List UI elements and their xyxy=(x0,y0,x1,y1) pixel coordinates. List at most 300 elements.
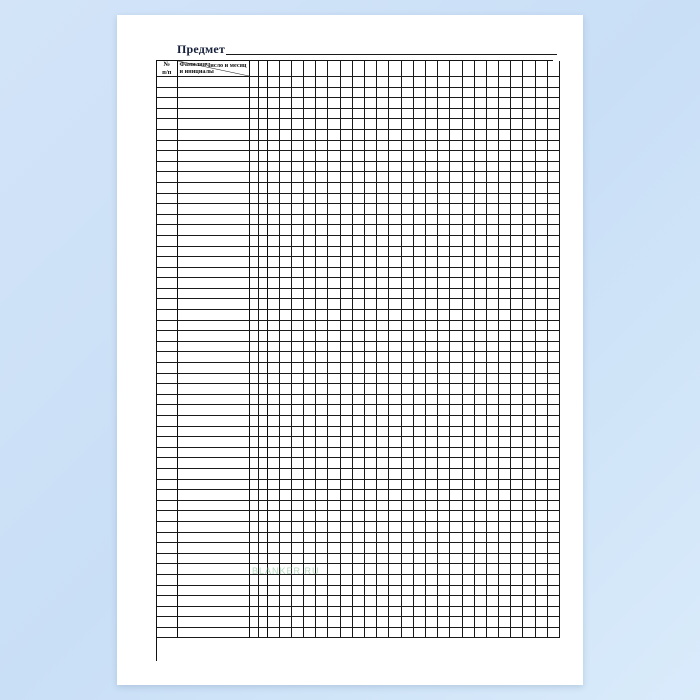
cell-day-9[interactable] xyxy=(365,627,377,638)
cell-day-11[interactable] xyxy=(389,437,401,448)
cell-day-18[interactable] xyxy=(474,225,486,236)
cell-day-14[interactable] xyxy=(425,310,437,321)
cell-day-4[interactable] xyxy=(304,267,316,278)
cell-day-13[interactable] xyxy=(413,288,425,299)
cell-day-19[interactable] xyxy=(486,278,498,289)
cell-day-4[interactable] xyxy=(304,479,316,490)
cell-day-17[interactable] xyxy=(462,257,474,268)
cell-day-8[interactable] xyxy=(352,574,364,585)
cell-day-11[interactable] xyxy=(389,617,401,628)
cell-row-number[interactable] xyxy=(157,627,177,638)
cell-day-15[interactable] xyxy=(438,119,450,130)
cell-day-7[interactable] xyxy=(340,341,352,352)
cell-day-21[interactable] xyxy=(511,553,523,564)
cell-day-2[interactable] xyxy=(279,267,291,278)
cell-day-18[interactable] xyxy=(474,331,486,342)
cell-spacer-1[interactable] xyxy=(249,373,258,384)
cell-day-2[interactable] xyxy=(279,458,291,469)
cell-day-21[interactable] xyxy=(511,129,523,140)
cell-day-10[interactable] xyxy=(377,458,389,469)
cell-spacer-2[interactable] xyxy=(258,119,267,130)
cell-day-9[interactable] xyxy=(365,352,377,363)
cell-day-15[interactable] xyxy=(438,129,450,140)
cell-spacer-2[interactable] xyxy=(258,204,267,215)
cell-day-13[interactable] xyxy=(413,246,425,257)
cell-day-5[interactable] xyxy=(316,119,328,130)
cell-day-14[interactable] xyxy=(425,373,437,384)
cell-day-1[interactable] xyxy=(267,151,279,162)
cell-day-24[interactable] xyxy=(547,553,559,564)
cell-day-14[interactable] xyxy=(425,426,437,437)
cell-day-4[interactable] xyxy=(304,214,316,225)
cell-day-1[interactable] xyxy=(267,341,279,352)
cell-day-10[interactable] xyxy=(377,352,389,363)
cell-day-3[interactable] xyxy=(291,341,303,352)
cell-day-17[interactable] xyxy=(462,87,474,98)
cell-row-number[interactable] xyxy=(157,214,177,225)
cell-day-14[interactable] xyxy=(425,278,437,289)
cell-day-19[interactable] xyxy=(486,543,498,554)
cell-day-2[interactable] xyxy=(279,437,291,448)
cell-day-17[interactable] xyxy=(462,596,474,607)
cell-day-11[interactable] xyxy=(389,98,401,109)
cell-spacer-2[interactable] xyxy=(258,405,267,416)
cell-day-5[interactable] xyxy=(316,416,328,427)
cell-day-1[interactable] xyxy=(267,225,279,236)
cell-student-name[interactable] xyxy=(177,532,249,543)
cell-day-7[interactable] xyxy=(340,182,352,193)
cell-day-14[interactable] xyxy=(425,606,437,617)
cell-row-number[interactable] xyxy=(157,235,177,246)
cell-day-12[interactable] xyxy=(401,468,413,479)
cell-day-4[interactable] xyxy=(304,299,316,310)
cell-day-14[interactable] xyxy=(425,468,437,479)
cell-spacer-2[interactable] xyxy=(258,310,267,321)
cell-day-3[interactable] xyxy=(291,98,303,109)
cell-day-13[interactable] xyxy=(413,352,425,363)
cell-day-19[interactable] xyxy=(486,447,498,458)
cell-day-1[interactable] xyxy=(267,543,279,554)
cell-day-12[interactable] xyxy=(401,352,413,363)
cell-day-13[interactable] xyxy=(413,161,425,172)
cell-spacer-2[interactable] xyxy=(258,553,267,564)
cell-day-22[interactable] xyxy=(523,394,535,405)
cell-day-19[interactable] xyxy=(486,288,498,299)
cell-day-6[interactable] xyxy=(328,119,340,130)
cell-day-14[interactable] xyxy=(425,151,437,162)
cell-day-2[interactable] xyxy=(279,384,291,395)
cell-day-11[interactable] xyxy=(389,140,401,151)
cell-day-14[interactable] xyxy=(425,204,437,215)
cell-day-11[interactable] xyxy=(389,532,401,543)
cell-day-7[interactable] xyxy=(340,331,352,342)
cell-day-12[interactable] xyxy=(401,225,413,236)
cell-row-number[interactable] xyxy=(157,585,177,596)
cell-day-20[interactable] xyxy=(499,278,511,289)
cell-day-16[interactable] xyxy=(450,574,462,585)
cell-day-1[interactable] xyxy=(267,246,279,257)
cell-day-2[interactable] xyxy=(279,182,291,193)
cell-day-17[interactable] xyxy=(462,235,474,246)
cell-day-10[interactable] xyxy=(377,627,389,638)
cell-day-10[interactable] xyxy=(377,384,389,395)
cell-day-4[interactable] xyxy=(304,161,316,172)
cell-day-4[interactable] xyxy=(304,617,316,628)
cell-day-16[interactable] xyxy=(450,246,462,257)
cell-spacer-2[interactable] xyxy=(258,479,267,490)
cell-day-22[interactable] xyxy=(523,77,535,88)
cell-day-8[interactable] xyxy=(352,606,364,617)
cell-day-9[interactable] xyxy=(365,532,377,543)
cell-day-1[interactable] xyxy=(267,108,279,119)
cell-spacer-1[interactable] xyxy=(249,532,258,543)
cell-day-4[interactable] xyxy=(304,405,316,416)
cell-day-9[interactable] xyxy=(365,246,377,257)
cell-day-18[interactable] xyxy=(474,140,486,151)
cell-day-16[interactable] xyxy=(450,363,462,374)
cell-day-10[interactable] xyxy=(377,553,389,564)
cell-day-4[interactable] xyxy=(304,543,316,554)
cell-student-name[interactable] xyxy=(177,108,249,119)
cell-day-4[interactable] xyxy=(304,119,316,130)
cell-day-6[interactable] xyxy=(328,521,340,532)
cell-row-number[interactable] xyxy=(157,108,177,119)
cell-day-1[interactable] xyxy=(267,468,279,479)
cell-day-2[interactable] xyxy=(279,119,291,130)
cell-spacer-1[interactable] xyxy=(249,235,258,246)
cell-day-5[interactable] xyxy=(316,373,328,384)
cell-day-24[interactable] xyxy=(547,426,559,437)
cell-day-21[interactable] xyxy=(511,617,523,628)
cell-day-20[interactable] xyxy=(499,553,511,564)
cell-day-3[interactable] xyxy=(291,606,303,617)
cell-day-7[interactable] xyxy=(340,352,352,363)
cell-day-5[interactable] xyxy=(316,627,328,638)
cell-day-3[interactable] xyxy=(291,416,303,427)
cell-day-12[interactable] xyxy=(401,246,413,257)
cell-day-15[interactable] xyxy=(438,214,450,225)
cell-day-7[interactable] xyxy=(340,627,352,638)
cell-day-5[interactable] xyxy=(316,458,328,469)
cell-day-23[interactable] xyxy=(535,606,547,617)
cell-student-name[interactable] xyxy=(177,585,249,596)
cell-day-18[interactable] xyxy=(474,394,486,405)
cell-day-11[interactable] xyxy=(389,108,401,119)
cell-day-19[interactable] xyxy=(486,363,498,374)
cell-day-16[interactable] xyxy=(450,331,462,342)
cell-day-14[interactable] xyxy=(425,341,437,352)
cell-day-8[interactable] xyxy=(352,468,364,479)
cell-day-4[interactable] xyxy=(304,129,316,140)
cell-day-21[interactable] xyxy=(511,426,523,437)
cell-day-16[interactable] xyxy=(450,108,462,119)
cell-day-4[interactable] xyxy=(304,564,316,575)
cell-day-3[interactable] xyxy=(291,553,303,564)
cell-day-13[interactable] xyxy=(413,553,425,564)
cell-day-22[interactable] xyxy=(523,331,535,342)
cell-day-12[interactable] xyxy=(401,553,413,564)
cell-day-1[interactable] xyxy=(267,161,279,172)
cell-day-4[interactable] xyxy=(304,331,316,342)
cell-day-19[interactable] xyxy=(486,331,498,342)
cell-day-23[interactable] xyxy=(535,77,547,88)
cell-day-15[interactable] xyxy=(438,151,450,162)
cell-day-17[interactable] xyxy=(462,479,474,490)
cell-day-6[interactable] xyxy=(328,140,340,151)
cell-day-18[interactable] xyxy=(474,161,486,172)
cell-row-number[interactable] xyxy=(157,98,177,109)
cell-day-20[interactable] xyxy=(499,458,511,469)
cell-day-23[interactable] xyxy=(535,352,547,363)
cell-day-8[interactable] xyxy=(352,394,364,405)
cell-day-17[interactable] xyxy=(462,310,474,321)
cell-day-7[interactable] xyxy=(340,416,352,427)
cell-day-4[interactable] xyxy=(304,373,316,384)
cell-day-3[interactable] xyxy=(291,140,303,151)
cell-day-17[interactable] xyxy=(462,129,474,140)
cell-day-16[interactable] xyxy=(450,151,462,162)
cell-day-1[interactable] xyxy=(267,405,279,416)
cell-day-8[interactable] xyxy=(352,98,364,109)
cell-day-3[interactable] xyxy=(291,257,303,268)
cell-day-3[interactable] xyxy=(291,87,303,98)
cell-day-12[interactable] xyxy=(401,384,413,395)
cell-day-22[interactable] xyxy=(523,521,535,532)
cell-day-2[interactable] xyxy=(279,426,291,437)
cell-day-23[interactable] xyxy=(535,140,547,151)
cell-spacer-1[interactable] xyxy=(249,416,258,427)
cell-spacer-1[interactable] xyxy=(249,193,258,204)
cell-day-3[interactable] xyxy=(291,543,303,554)
cell-day-24[interactable] xyxy=(547,596,559,607)
cell-day-19[interactable] xyxy=(486,77,498,88)
cell-spacer-2[interactable] xyxy=(258,468,267,479)
cell-day-9[interactable] xyxy=(365,331,377,342)
cell-spacer-1[interactable] xyxy=(249,468,258,479)
cell-day-23[interactable] xyxy=(535,331,547,342)
cell-student-name[interactable] xyxy=(177,447,249,458)
cell-day-17[interactable] xyxy=(462,341,474,352)
cell-day-4[interactable] xyxy=(304,257,316,268)
cell-day-24[interactable] xyxy=(547,574,559,585)
cell-day-12[interactable] xyxy=(401,596,413,607)
cell-day-14[interactable] xyxy=(425,511,437,522)
cell-day-5[interactable] xyxy=(316,182,328,193)
cell-day-6[interactable] xyxy=(328,416,340,427)
cell-day-4[interactable] xyxy=(304,77,316,88)
cell-day-1[interactable] xyxy=(267,310,279,321)
cell-day-20[interactable] xyxy=(499,490,511,501)
cell-day-2[interactable] xyxy=(279,151,291,162)
cell-day-21[interactable] xyxy=(511,627,523,638)
cell-day-13[interactable] xyxy=(413,151,425,162)
cell-student-name[interactable] xyxy=(177,204,249,215)
cell-day-15[interactable] xyxy=(438,320,450,331)
cell-day-15[interactable] xyxy=(438,310,450,321)
cell-day-10[interactable] xyxy=(377,172,389,183)
cell-day-3[interactable] xyxy=(291,384,303,395)
cell-day-17[interactable] xyxy=(462,172,474,183)
cell-day-18[interactable] xyxy=(474,384,486,395)
cell-day-22[interactable] xyxy=(523,98,535,109)
cell-day-19[interactable] xyxy=(486,500,498,511)
cell-day-3[interactable] xyxy=(291,426,303,437)
cell-day-16[interactable] xyxy=(450,596,462,607)
cell-day-5[interactable] xyxy=(316,490,328,501)
cell-day-13[interactable] xyxy=(413,543,425,554)
cell-day-20[interactable] xyxy=(499,574,511,585)
cell-day-16[interactable] xyxy=(450,373,462,384)
cell-day-12[interactable] xyxy=(401,331,413,342)
cell-spacer-1[interactable] xyxy=(249,521,258,532)
cell-day-9[interactable] xyxy=(365,98,377,109)
cell-day-13[interactable] xyxy=(413,108,425,119)
cell-day-18[interactable] xyxy=(474,129,486,140)
cell-day-5[interactable] xyxy=(316,299,328,310)
cell-day-8[interactable] xyxy=(352,129,364,140)
cell-day-2[interactable] xyxy=(279,532,291,543)
cell-day-22[interactable] xyxy=(523,87,535,98)
cell-day-5[interactable] xyxy=(316,447,328,458)
cell-row-number[interactable] xyxy=(157,373,177,384)
cell-day-20[interactable] xyxy=(499,331,511,342)
cell-day-18[interactable] xyxy=(474,77,486,88)
cell-day-16[interactable] xyxy=(450,384,462,395)
cell-day-2[interactable] xyxy=(279,235,291,246)
cell-day-6[interactable] xyxy=(328,341,340,352)
cell-day-6[interactable] xyxy=(328,87,340,98)
cell-day-11[interactable] xyxy=(389,490,401,501)
cell-student-name[interactable] xyxy=(177,479,249,490)
cell-day-17[interactable] xyxy=(462,426,474,437)
cell-day-12[interactable] xyxy=(401,288,413,299)
cell-student-name[interactable] xyxy=(177,394,249,405)
cell-spacer-1[interactable] xyxy=(249,511,258,522)
cell-day-24[interactable] xyxy=(547,140,559,151)
cell-day-21[interactable] xyxy=(511,119,523,130)
cell-day-1[interactable] xyxy=(267,129,279,140)
cell-day-20[interactable] xyxy=(499,479,511,490)
cell-day-2[interactable] xyxy=(279,214,291,225)
cell-day-12[interactable] xyxy=(401,129,413,140)
cell-day-1[interactable] xyxy=(267,596,279,607)
cell-day-18[interactable] xyxy=(474,288,486,299)
cell-day-5[interactable] xyxy=(316,288,328,299)
cell-spacer-1[interactable] xyxy=(249,140,258,151)
cell-day-7[interactable] xyxy=(340,214,352,225)
cell-day-4[interactable] xyxy=(304,437,316,448)
cell-day-17[interactable] xyxy=(462,161,474,172)
cell-day-8[interactable] xyxy=(352,373,364,384)
cell-day-24[interactable] xyxy=(547,490,559,501)
cell-day-13[interactable] xyxy=(413,500,425,511)
cell-day-12[interactable] xyxy=(401,521,413,532)
cell-day-3[interactable] xyxy=(291,193,303,204)
cell-day-11[interactable] xyxy=(389,225,401,236)
cell-day-22[interactable] xyxy=(523,458,535,469)
cell-day-1[interactable] xyxy=(267,214,279,225)
cell-day-7[interactable] xyxy=(340,574,352,585)
cell-spacer-2[interactable] xyxy=(258,341,267,352)
cell-day-23[interactable] xyxy=(535,246,547,257)
cell-spacer-1[interactable] xyxy=(249,257,258,268)
cell-day-23[interactable] xyxy=(535,161,547,172)
cell-student-name[interactable] xyxy=(177,384,249,395)
cell-day-24[interactable] xyxy=(547,161,559,172)
cell-day-3[interactable] xyxy=(291,479,303,490)
cell-spacer-1[interactable] xyxy=(249,617,258,628)
cell-day-21[interactable] xyxy=(511,151,523,162)
cell-day-13[interactable] xyxy=(413,341,425,352)
cell-day-1[interactable] xyxy=(267,606,279,617)
cell-day-15[interactable] xyxy=(438,267,450,278)
cell-day-4[interactable] xyxy=(304,500,316,511)
cell-day-7[interactable] xyxy=(340,288,352,299)
cell-day-6[interactable] xyxy=(328,129,340,140)
cell-day-5[interactable] xyxy=(316,310,328,321)
cell-day-5[interactable] xyxy=(316,585,328,596)
cell-day-21[interactable] xyxy=(511,606,523,617)
cell-day-2[interactable] xyxy=(279,511,291,522)
cell-day-19[interactable] xyxy=(486,267,498,278)
cell-day-20[interactable] xyxy=(499,341,511,352)
cell-student-name[interactable] xyxy=(177,617,249,628)
cell-spacer-2[interactable] xyxy=(258,151,267,162)
cell-day-6[interactable] xyxy=(328,172,340,183)
cell-day-16[interactable] xyxy=(450,129,462,140)
cell-day-9[interactable] xyxy=(365,341,377,352)
cell-day-1[interactable] xyxy=(267,235,279,246)
cell-day-14[interactable] xyxy=(425,235,437,246)
cell-day-10[interactable] xyxy=(377,214,389,225)
cell-day-10[interactable] xyxy=(377,617,389,628)
cell-day-18[interactable] xyxy=(474,479,486,490)
cell-day-13[interactable] xyxy=(413,363,425,374)
cell-day-4[interactable] xyxy=(304,627,316,638)
cell-day-2[interactable] xyxy=(279,373,291,384)
cell-day-21[interactable] xyxy=(511,214,523,225)
cell-day-22[interactable] xyxy=(523,108,535,119)
cell-day-22[interactable] xyxy=(523,585,535,596)
cell-day-20[interactable] xyxy=(499,447,511,458)
cell-day-4[interactable] xyxy=(304,447,316,458)
cell-spacer-2[interactable] xyxy=(258,521,267,532)
cell-row-number[interactable] xyxy=(157,204,177,215)
cell-day-3[interactable] xyxy=(291,405,303,416)
cell-day-21[interactable] xyxy=(511,331,523,342)
cell-day-5[interactable] xyxy=(316,331,328,342)
cell-day-18[interactable] xyxy=(474,532,486,543)
cell-day-24[interactable] xyxy=(547,416,559,427)
cell-day-12[interactable] xyxy=(401,320,413,331)
cell-spacer-2[interactable] xyxy=(258,511,267,522)
cell-day-16[interactable] xyxy=(450,161,462,172)
cell-day-19[interactable] xyxy=(486,384,498,395)
cell-day-12[interactable] xyxy=(401,416,413,427)
cell-row-number[interactable] xyxy=(157,479,177,490)
cell-day-4[interactable] xyxy=(304,521,316,532)
cell-day-9[interactable] xyxy=(365,416,377,427)
cell-day-8[interactable] xyxy=(352,267,364,278)
cell-day-12[interactable] xyxy=(401,511,413,522)
cell-day-18[interactable] xyxy=(474,267,486,278)
cell-day-15[interactable] xyxy=(438,627,450,638)
cell-day-10[interactable] xyxy=(377,182,389,193)
cell-day-22[interactable] xyxy=(523,617,535,628)
cell-day-22[interactable] xyxy=(523,257,535,268)
cell-day-5[interactable] xyxy=(316,394,328,405)
cell-day-15[interactable] xyxy=(438,98,450,109)
